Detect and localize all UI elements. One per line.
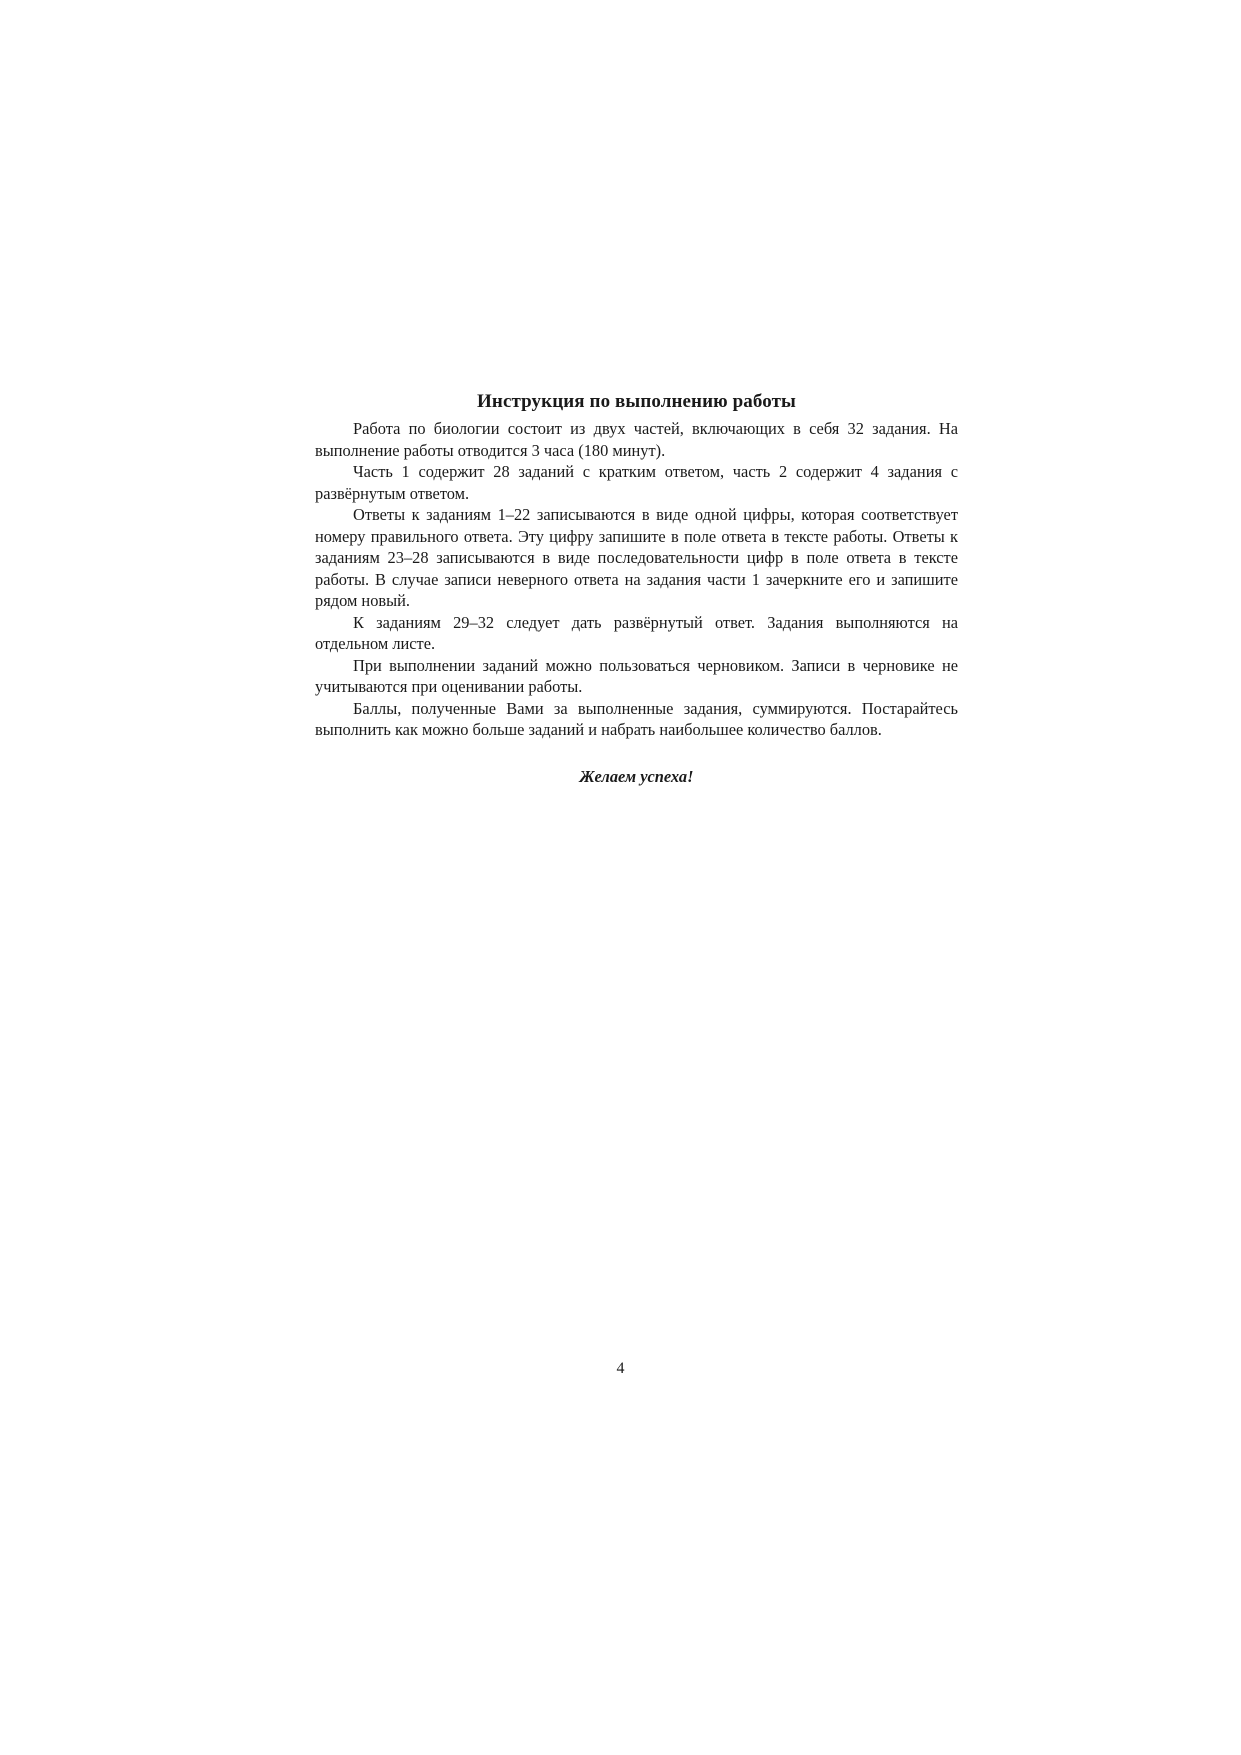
paragraph-work-structure: Работа по биологии состоит из двух частей, включающих в себя 32 задания. На выполнение работы отводится 3 часа (180 минут). [315,419,958,460]
paragraph-scoring: Баллы, полученные Вами за выполненные задания, суммируются. Постарайтесь выполнить как можно больше заданий и набрать наибольшее количество баллов. [315,698,958,739]
paragraph-extended-answers: К заданиям 29–32 следует дать развёрнутый ответ. Задания выполняются на отдельном листе. [315,612,958,653]
page-number: 4 [616,1360,625,1377]
instructions-block [315,390,958,788]
page-title: Инструкция по выполнению работы [477,391,796,412]
paragraph-draft: При выполнении заданий можно пользоваться черновиком. Записи в черновике не учитываются при оценивании работы. [315,655,958,696]
closing-wish: Желаем успеха! [579,766,694,786]
paragraph-parts: Часть 1 содержит 28 заданий с кратким ответом, часть 2 содержит 4 задания с развёрнутым ответом. [315,462,958,503]
paragraph-answer-format: Ответы к заданиям 1–22 записываются в виде одной цифры, которая соответствует номеру правильного ответа. Эту цифру запишите в поле ответа в тексте работы. Ответы к заданиям 23–28 записываются в виде последовательности цифр в поле ответа в тексте работы. В случае записи неверного ответа на задания части 1 зачеркните его и запишите рядом новый. [315,505,958,610]
